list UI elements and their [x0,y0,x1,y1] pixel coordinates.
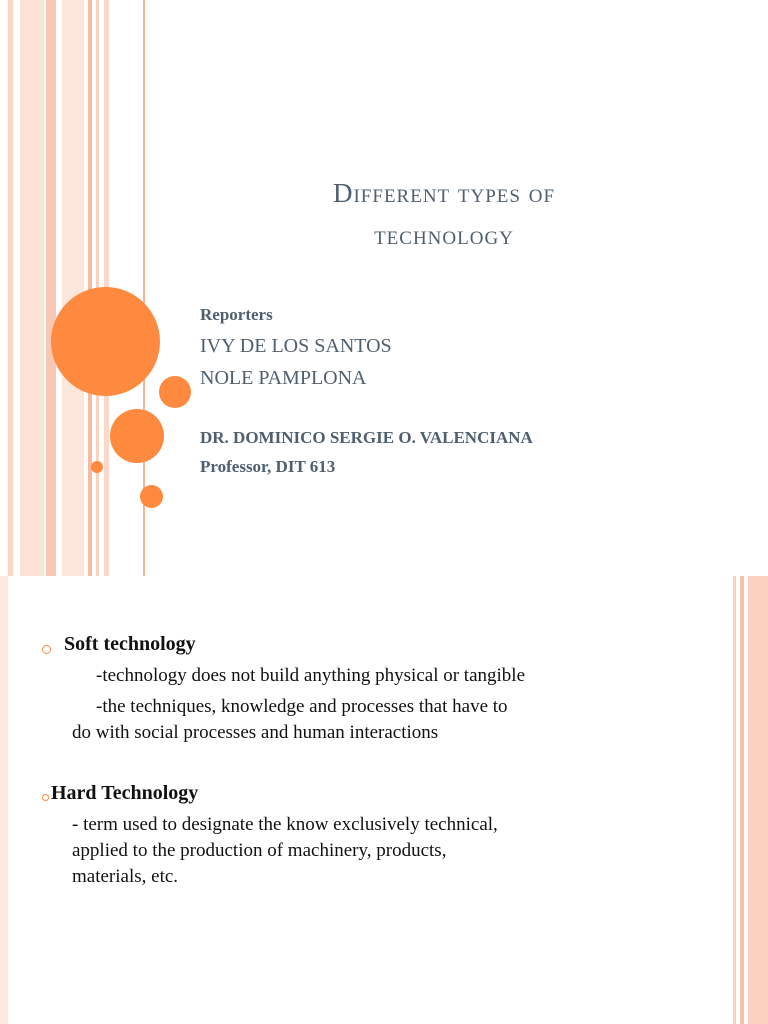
content-slide [0,576,768,1024]
hard-technology-text: materials, etc. [72,866,179,887]
hard-technology-text: - term used to designate the know exclusively technical, [72,814,498,835]
hard-technology-text: applied to the production of machinery, products, [72,840,447,861]
reporter-name: IVY DE LOS SANTOS [200,335,392,357]
decorative-circle [91,461,103,473]
decorative-stripe [46,0,56,576]
decorative-stripe [8,0,13,576]
decorative-circle-large [51,287,160,396]
slide-title [200,172,688,256]
decorative-stripe [0,576,8,1024]
decorative-stripe [740,576,744,1024]
decorative-circle [140,485,163,508]
bullet-icon [42,645,51,654]
soft-technology-heading: Soft technology [64,633,196,655]
reporter-name: NOLE PAMPLONA [200,367,367,389]
decorative-stripe [748,576,768,1024]
title-line: Different types of [332,178,556,208]
decorative-circle [110,409,164,463]
decorative-circle [159,376,191,408]
hard-technology-heading: Hard Technology [51,782,199,804]
reporters-label: Reporters [200,305,273,324]
decorative-stripe [733,576,736,1024]
decorative-stripe [62,0,84,576]
soft-technology-text: -the techniques, knowledge and processes that have to [96,696,508,717]
professor-title: Professor, DIT 613 [200,457,336,476]
decorative-stripe [20,0,44,576]
bullet-icon [42,794,49,801]
title-line: technology [374,220,514,250]
soft-technology-text: do with social processes and human interactions [72,722,439,743]
soft-technology-text: -technology does not build anything physical or tangible [96,665,526,686]
professor-name: DR. DOMINICO SERGIE O. VALENCIANA [200,428,533,447]
